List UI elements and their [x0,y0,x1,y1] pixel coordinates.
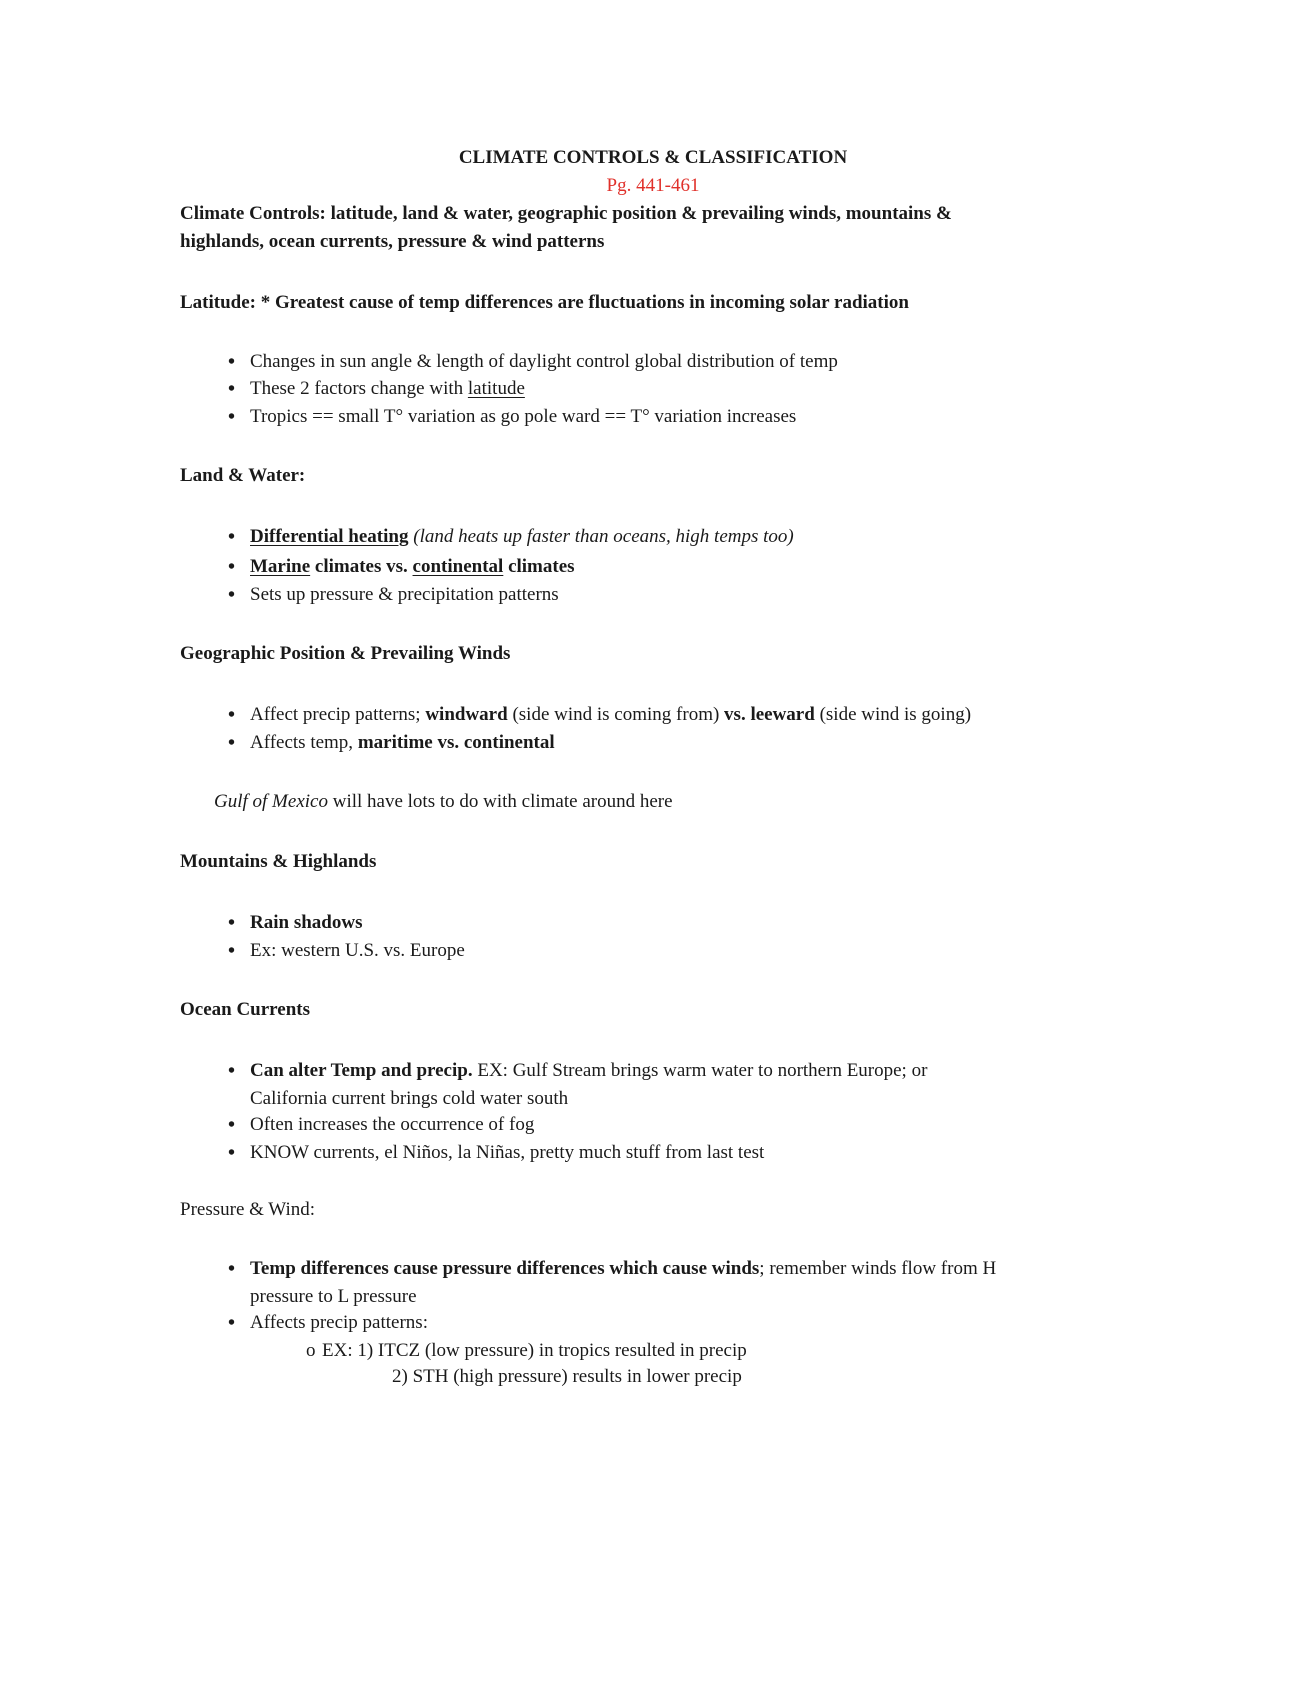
bullet-icon: • [228,940,236,962]
pressure-heading: Pressure & Wind: [180,1199,316,1220]
land-water-bullet-1: Differential heating (land heats up faster than oceans, high temps too) [250,526,794,547]
pressure-bullet-1-continued: pressure to L pressure [250,1286,417,1307]
latitude-heading: Latitude: * Greatest cause of temp differences are fluctuations in incoming solar radiation [180,292,909,313]
bullet-icon: • [228,1060,236,1082]
pressure-bullet-1: Temp differences cause pressure differences which cause winds; remember winds flow from H [250,1258,997,1279]
intro-line-2: highlands, ocean currents, pressure & wind patterns [180,231,605,252]
geo-heading: Geographic Position & Prevailing Winds [180,643,511,664]
geo-note: Gulf of Mexico will have lots to do with climate around here [214,791,673,812]
ocean-bullet-1-continued: California current brings cold water south [250,1088,569,1109]
bullet-icon: • [228,378,236,400]
bullet-icon: • [228,406,236,428]
intro-line-1: Climate Controls: latitude, land & water, geographic position & prevailing winds, mountains & [180,203,952,224]
mountains-bullet-1: Rain shadows [250,912,363,933]
pressure-sub-item-2: 2) STH (high pressure) results in lower precip [392,1366,742,1387]
document-title: CLIMATE CONTROLS & CLASSIFICATION [458,147,848,168]
ocean-heading: Ocean Currents [180,999,310,1020]
ocean-bullet-3: KNOW currents, el Niños, la Niñas, pretty much stuff from last test [250,1142,765,1163]
bullet-icon: • [228,584,236,606]
bullet-icon: • [228,526,236,548]
bullet-icon: • [228,732,236,754]
land-water-heading: Land & Water: [180,465,306,486]
bullet-icon: • [228,912,236,934]
bullet-icon: • [228,351,236,373]
pressure-sub-item-1: EX: 1) ITCZ (low pressure) in tropics resulted in precip [322,1340,747,1361]
pressure-bullet-2: Affects precip patterns: [250,1312,428,1333]
bullet-icon: • [228,556,236,578]
bullet-icon: • [228,1312,236,1334]
page-reference: Pg. 441-461 [606,175,700,196]
geo-bullet-1: Affect precip patterns; windward (side wind is coming from) vs. leeward (side wind is going) [250,704,972,725]
bullet-icon: • [228,1258,236,1280]
land-water-bullet-2: Marine climates vs. continental climates [250,556,575,577]
mountains-bullet-2: Ex: western U.S. vs. Europe [250,940,465,961]
land-water-bullet-3: Sets up pressure & precipitation patterns [250,584,559,605]
ocean-bullet-1: Can alter Temp and precip. EX: Gulf Stream brings warm water to northern Europe; or [250,1060,928,1081]
geo-bullet-2: Affects temp, maritime vs. continental [250,732,555,753]
sub-bullet-icon: o [306,1340,316,1361]
latitude-bullet-3: Tropics == small T° variation as go pole ward == T° variation increases [250,406,797,427]
bullet-icon: • [228,1114,236,1136]
mountains-heading: Mountains & Highlands [180,851,377,872]
bullet-icon: • [228,704,236,726]
latitude-bullet-2: These 2 factors change with latitude [250,378,525,399]
ocean-bullet-2: Often increases the occurrence of fog [250,1114,535,1135]
latitude-bullet-1: Changes in sun angle & length of daylight control global distribution of temp [250,351,838,372]
bullet-icon: • [228,1142,236,1164]
